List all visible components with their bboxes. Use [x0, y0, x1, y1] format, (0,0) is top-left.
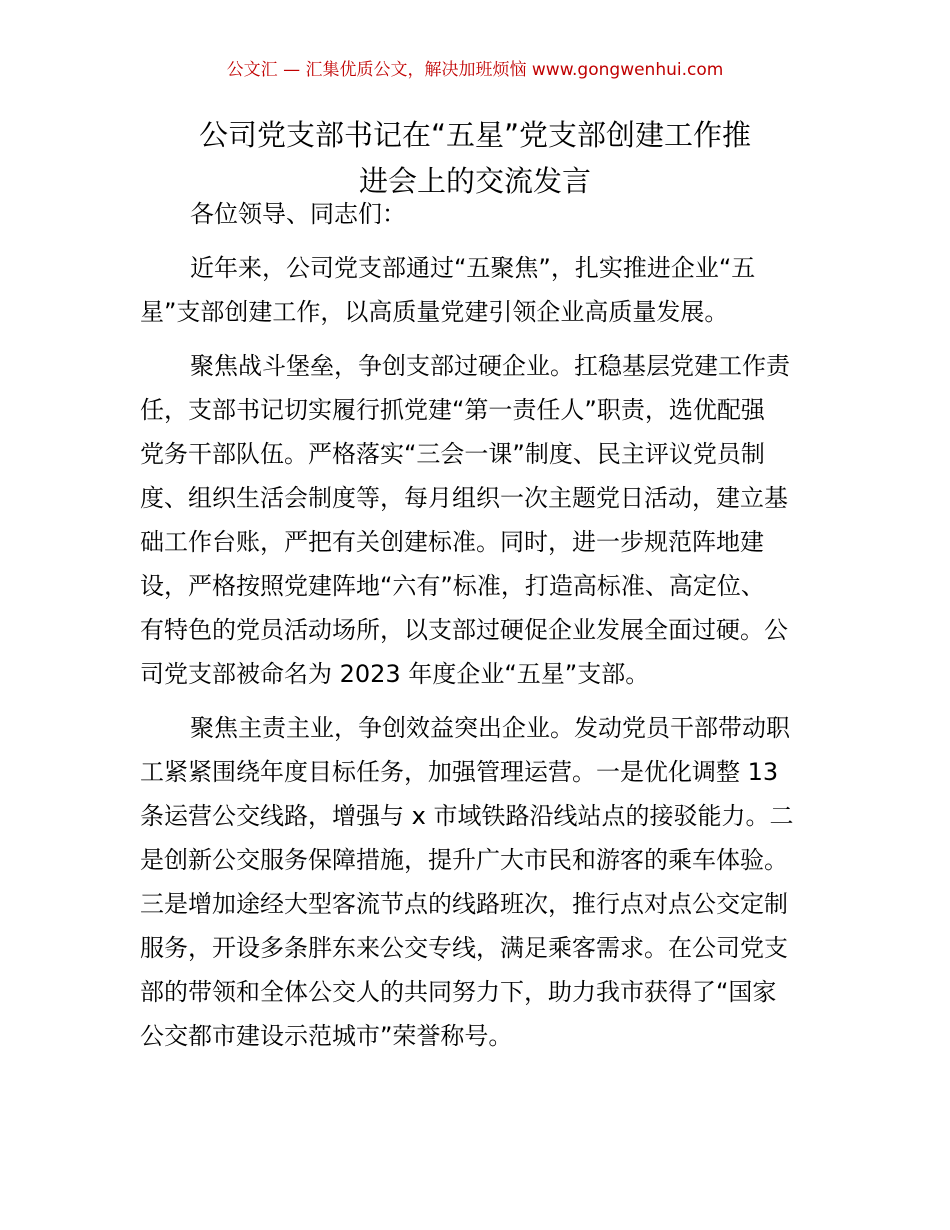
text-line: 司党支部被命名为 2023 年度企业“五星”支部。 — [140, 660, 650, 688]
text-line: 设，严格按照党建阵地“六有”标准，打造高标准、高定位、 — [140, 572, 765, 600]
text-line: 近年来，公司党支部通过“五聚焦”，扎实推进企业“五 — [190, 254, 756, 282]
text-line: 各位领导、同志们： — [190, 200, 406, 228]
text-line: 工紧紧围绕年度目标任务，加强管理运营。一是优化调整 13 — [140, 758, 779, 786]
document-title — [140, 112, 810, 204]
text-line: 聚焦战斗堡垒，争创支部过硬企业。扛稳基层党建工作责 — [190, 352, 790, 380]
text-line: 星”支部创建工作，以高质量党建引领企业高质量发展。 — [140, 298, 729, 326]
text-line: 础工作台账，严把有关创建标准。同时，进一步规范阵地建 — [140, 528, 764, 556]
text-line: 三是增加途经大型客流节点的线路班次，推行点对点公交定制 — [140, 890, 788, 918]
text-line: 聚焦主责主业，争创效益突出企业。发动党员干部带动职 — [190, 714, 790, 742]
title-line: 进会上的交流发言 — [358, 164, 591, 198]
text-line: 党务干部队伍。严格落实“三会一课”制度、民主评议党员制 — [140, 440, 765, 468]
intro-paragraph — [140, 246, 810, 334]
fortress-paragraph — [140, 344, 810, 696]
text-line: 部的带领和全体公交人的共同努力下，助力我市获得了“国家 — [140, 978, 777, 1006]
business-paragraph — [140, 706, 810, 1058]
document-body — [140, 192, 810, 1068]
text-line: 有特色的党员活动场所，以支部过硬促企业发展全面过硬。公 — [140, 616, 788, 644]
text-line: 条运营公交线路，增强与 x 市域铁路沿线站点的接驳能力。二 — [140, 802, 794, 830]
text-line: 度、组织生活会制度等，每月组织一次主题党日活动，建立基 — [140, 484, 788, 512]
text-line: 任，支部书记切实履行抓党建“第一责任人”职责，选优配强 — [140, 396, 765, 424]
title-line: 公司党支部书记在“五星”党支部创建工作推 — [198, 118, 752, 152]
salutation-paragraph — [140, 192, 810, 236]
text-line: 公交都市建设示范城市”荣誉称号。 — [140, 1022, 513, 1050]
text-line: 服务，开设多条胖东来公交专线，满足乘客需求。在公司党支 — [140, 934, 788, 962]
header-banner: 公文汇 — 汇集优质公文，解决加班烦恼 www.gongwenhui.com — [226, 60, 724, 80]
text-line: 是创新公交服务保障措施，提升广大市民和游客的乘车体验。 — [140, 846, 788, 874]
